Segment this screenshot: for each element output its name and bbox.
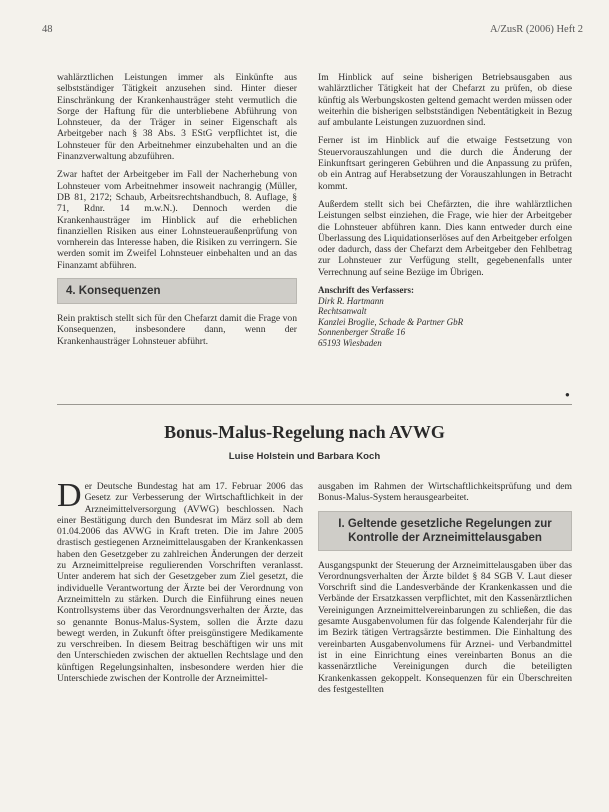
address-line: Dirk R. Hartmann (318, 295, 384, 306)
page-header (0, 24, 609, 38)
drop-cap: D (57, 477, 82, 514)
top-right-column (318, 72, 572, 349)
article-authors: Luise Holstein und Barbara Koch (228, 451, 381, 462)
address-line: 65193 Wiesbaden (318, 338, 382, 349)
author-address (318, 285, 572, 349)
top-left-column (57, 72, 297, 354)
paragraph: Ausgangspunkt der Steuerung der Arzneimittelausgaben über das Verordnungsverhalten der Ärzte bildet § 84 SGB V. Laut dieser Vorschrift sind die Landesverbände der Krankenkassen und die Verbände der Ersatzkassen verpflichtet, mit den Kassenärztlichen Vereinigungen Arzneimittelvereinbarungen zu schließen, die das gesamte Ausgabenvolumen für das folgende Kalenderjahr für die im Bezirk tätigen Vertragsärzte bestimmen. Die Einhaltung des vereinbarten Ausgabenvolumens für Arznei- und Verbandmittel ist in eine Einrichtung eines vereinbarten Bonus an die kassenärztliche Vereinigungen durch die beteiligten Krankenkassen gekoppelt. Konsequenzen für ein Überschreiten des festgestellten (318, 559, 572, 695)
intro-paragraph (57, 477, 303, 685)
paragraph: Im Hinblick auf seine bisherigen Betriebsausgaben aus wahlärztlicher Tätigkeit hat der Chefarzt zu prüfen, ob diese künftig als Werbungskosten geltend gemacht werden müssen oder weiterhin die bisherigen selbstständigen Nebentätigkeit in Bezug auf ambulante Leistungen zuzuordnen sind. (318, 72, 572, 129)
address-line: Kanzlei Broglie, Schade & Partner GbR (318, 316, 464, 327)
article-divider (57, 404, 572, 405)
section-heading-geltende-regelungen: I. Geltende gesetzliche Regelungen zur Kontrolle der Arzneimittelausgaben (318, 511, 572, 551)
section-heading-konsequenzen: 4. Konsequenzen (57, 278, 297, 304)
address-line: Rechtsanwalt (318, 306, 367, 317)
intro-text: er Deutsche Bundestag hat am 17. Februar 2006 das Gesetz zur Verbesserung der Wirtschaftlichkeit in der Arzneimittelversorgung (AVWG) beschlossen. Nach einer Bestätigung durch den Bundesrat im März soll ab dem 01.04.2006 das AVWG in Kraft treten. Die im Jahre 2005 drastisch gestiegenen Arzneimittelausgaben der Krankenkassen haben den Gesetzgeber zu zahlreichen Änderungen der derzeit zu Arzneimittelpreise regulierenden Vorschriften veranlasst. Unter anderem hat sich der Gesetzgeber zum Ziel gesetzt, die individuelle Verantwortung der Ärzte bei der Verordnung von Arzneimitteln zu stärken. Durch die Einführung eines neuen Kontrollsystems über das Verordnungsverhalten der Ärzte, das so genannte Bonus-Malus-System, sollen die Ärzte dazu bewegt werden, in Zukunft öfter preisgünstigere Medikamente zu verschreiben. In diesem Beitrag beschäftigen wir uns mit den Unterschieden zwischen der aktuellen Rechtslage und den künftigen Regelungsinhalten, insbesondere werden hier die Unterschiede zwischen der Kontrolle der Arzneimittel- (57, 481, 303, 685)
paragraph: Ferner ist im Hinblick auf die etwaige Festsetzung von Steuervorauszahlungen und die durch die Änderung der Einkunftsart geringeren Gebühren und die Anpassung zu prüfen, ob ein Antrag auf Herabsetzung der Vorauszahlungen in Betracht kommt. (318, 135, 572, 192)
paragraph: ausgaben im Rahmen der Wirtschaftlichkeitsprüfung und dem Bonus-Malus-System herausgearbeitet. (318, 481, 572, 504)
article-title: Bonus-Malus-Regelung nach AVWG (164, 422, 445, 442)
paragraph: Außerdem stellt sich bei Chefärzten, die ihre wahlärztlichen Leistungen selbst einziehen, die Frage, wie hier der Arbeitgeber die Lohnsteuer abführen kann. Dies kann entweder durch eine Überlassung des Liquidationserlöses auf den Arbeitgeber erfolgen oder dadurch, dass der Chefarzt dem Arbeitgeber den Fehlbetrag zur Lohnsteuer zur Verfügung stellt, gegebenenfalls unter Verrechnung auf seine Bezüge im Übrigen. (318, 198, 572, 278)
journal-reference: A/ZusR (2006) Heft 2 (489, 24, 583, 35)
end-of-article-bullet: ● (565, 390, 570, 399)
address-line: Sonnenberger Straße 16 (318, 327, 406, 338)
address-label: Anschrift des Verfassers: (318, 285, 414, 296)
article-right-column (318, 481, 572, 702)
paragraph: Rein praktisch stellt sich für den Chefarzt damit die Frage von Konsequenzen, insbesondere dann, wenn der Krankenhausträger Lohnsteuer abführt. (57, 313, 297, 347)
page-number: 48 (42, 24, 53, 35)
article-left-column (57, 477, 303, 691)
paragraph: Zwar haftet der Arbeitgeber im Fall der Nacherhebung von Lohnsteuer vom Arbeitnehmer insoweit nachrangig (Müller, DB 81, 2172; Schaub, Arbeitsrechtshandbuch, 8. Auflage, § 71, Rdnr. 14 m.w.N.). Dennoch werden die Krankenhausträger im Hinblick auf die erheblichen finanziellen Risiken aus einer Lohnsteueraußenprüfung von vornherein das Interesse haben, die Risiken zu verringern. Sie werden somit im Zweifel Lohnsteuer einbehalten und an das Finanzamt abführen. (57, 169, 297, 271)
paragraph: wahlärztlichen Leistungen immer als Einkünfte aus selbstständiger Tätigkeit anzusehen sind. Hinter dieser Einschränkung der Krankenhausträger steht vermutlich die Sorge der Haftung für die unterbliebene Abführung von Lohnsteuer, da der Träger in seiner Eigenschaft als Arbeitgeber nach § 38 Abs. 3 EStG verpflichtet ist, die Lohnsteuer für den Arbeitnehmer einzubehalten und an die Finanzverwaltung abzuführen. (57, 72, 297, 163)
